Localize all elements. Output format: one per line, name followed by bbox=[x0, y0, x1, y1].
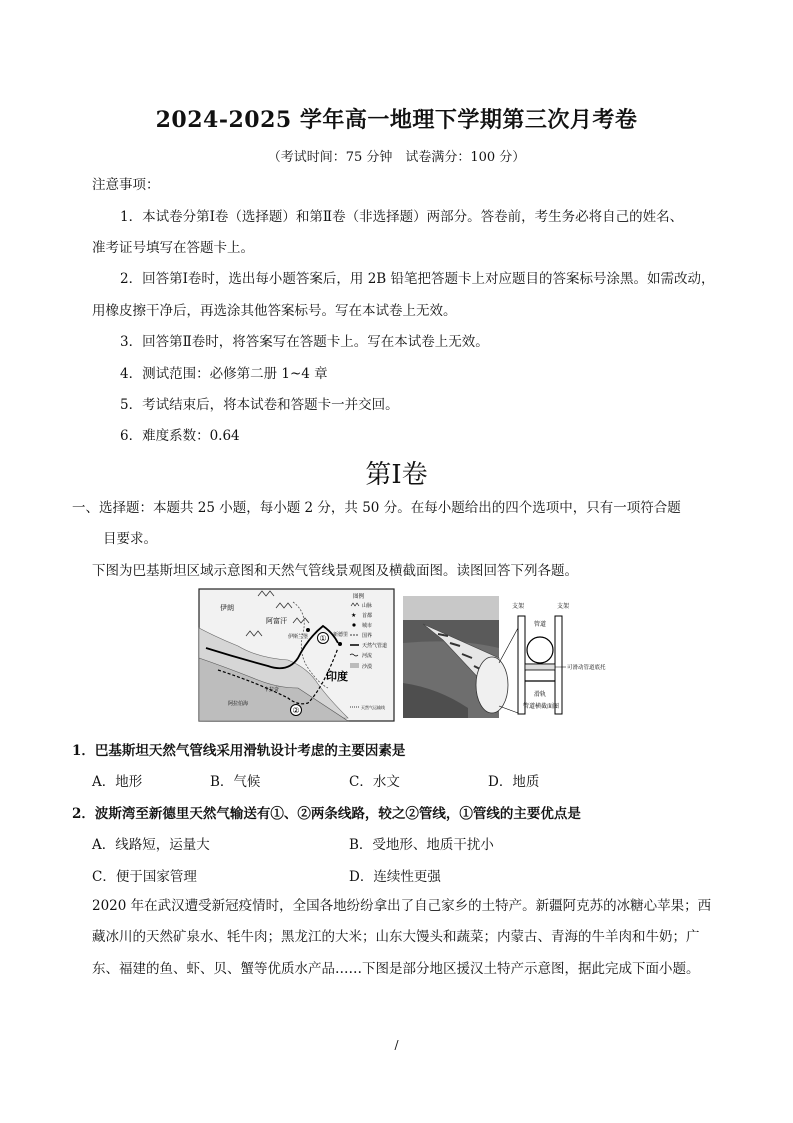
label-india: 印度 bbox=[326, 670, 348, 683]
pipeline-cross-section-diagram bbox=[499, 602, 606, 714]
part1-heading-line2: 目要求。 bbox=[103, 531, 157, 547]
notes-heading: 注意事项： bbox=[92, 177, 160, 193]
q1-option-d: D．地质 bbox=[488, 774, 540, 790]
note-item-1-line1: 1．本试卷分第Ⅰ卷（选择题）和第Ⅱ卷（非选择题）两部分。答卷前，考生务必将自己的姓名、 bbox=[120, 209, 684, 225]
svg-text:★: ★ bbox=[351, 612, 357, 619]
figure-intro: 下图为巴基斯坦区域示意图和天然气管线景观图及横截面图。读图回答下列各题。 bbox=[92, 563, 578, 579]
svg-text:天然气管道: 天然气管道 bbox=[362, 643, 388, 649]
pakistan-region-map bbox=[199, 589, 394, 721]
label-afghanistan: 阿富汗 bbox=[266, 617, 287, 625]
note-item-6: 6．难度系数：0.64 bbox=[120, 428, 240, 444]
pakistan-pipeline-figure bbox=[198, 588, 618, 723]
svg-text:滑轨: 滑轨 bbox=[534, 691, 547, 698]
note-item-3: 3．回答第Ⅱ卷时，将答案写在答题卡上。写在本试卷上无效。 bbox=[120, 334, 489, 350]
svg-text:可滑动管道底托: 可滑动管道底托 bbox=[567, 665, 606, 671]
exam-subtitle: （考试时间：75 分钟 试卷满分：100 分） bbox=[267, 150, 526, 165]
q2-option-d: D．连续性更强 bbox=[349, 869, 441, 885]
svg-text:支架: 支架 bbox=[557, 603, 570, 610]
q2-option-c: C．便于国家管理 bbox=[92, 869, 197, 885]
marker-1: ① bbox=[319, 634, 327, 643]
pipeline-landscape-photo bbox=[403, 596, 508, 718]
svg-text:河流: 河流 bbox=[362, 653, 373, 659]
q1-option-b: B．气候 bbox=[210, 774, 261, 790]
question-2-stem: 2．波斯湾至新德里天然气输送有①、②两条线路，较之②管线，①管线的主要优点是 bbox=[72, 806, 581, 822]
exam-title: 2024-2025 学年高一地理下学期第三次月考卷 bbox=[155, 107, 638, 133]
passage-line-2: 藏冰川的天然矿泉水、牦牛肉；黑龙江的大米；山东大馒头和蔬菜；内蒙古、青海的牛羊肉和牛奶；广 bbox=[92, 929, 700, 945]
question-1-stem: 1．巴基斯坦天然气管线采用滑轨设计考虑的主要因素是 bbox=[72, 743, 406, 759]
note-item-1-line2: 准考证号填写在答题卡上。 bbox=[92, 240, 254, 256]
label-iran: 伊朗 bbox=[220, 604, 234, 612]
svg-text:管道: 管道 bbox=[534, 621, 547, 628]
svg-text:首都: 首都 bbox=[362, 613, 373, 619]
q1-option-a: A．地形 bbox=[92, 774, 143, 790]
note-item-5: 5．考试结束后，将本试卷和答题卡一并交回。 bbox=[120, 397, 399, 413]
label-arabian-sea: 阿拉伯海 bbox=[228, 701, 249, 707]
note-item-4: 4．测试范围：必修第二册 1~4 章 bbox=[120, 366, 328, 382]
passage-line-3: 东、福建的鱼、虾、贝、蟹等优质水产品……下图是部分地区援汉土特产示意图，据此完成下面小题。 bbox=[92, 961, 700, 977]
marker-2: ② bbox=[292, 706, 300, 715]
q2-option-b: B．受地形、地质干扰小 bbox=[349, 837, 494, 853]
svg-text:管道横截面图: 管道横截面图 bbox=[523, 703, 560, 710]
q2-option-a: A．线路短，运量大 bbox=[92, 837, 210, 853]
label-islamabad: 伊斯兰堡 bbox=[288, 634, 309, 640]
label-karachi: 卡拉奇 bbox=[264, 687, 280, 693]
part1-heading-line1: 一、选择题：本题共 25 小题，每小题 2 分，共 50 分。在每小题给出的四个选项中，只有一项符合题 bbox=[72, 500, 681, 516]
svg-text:图例: 图例 bbox=[353, 594, 365, 600]
passage-line-1: 2020 年在武汉遭受新冠疫情时，全国各地纷纷拿出了自己家乡的土特产。新疆阿克苏的冰糖心苹果；西 bbox=[92, 898, 712, 914]
svg-text:山脉: 山脉 bbox=[362, 603, 373, 609]
svg-text:天然气运输线: 天然气运输线 bbox=[361, 705, 385, 710]
svg-text:支架: 支架 bbox=[512, 603, 525, 610]
q1-option-c: C．水文 bbox=[349, 774, 400, 790]
svg-text:国界: 国界 bbox=[362, 633, 373, 639]
label-new-delhi: 新德里 bbox=[333, 632, 349, 638]
note-item-2-line2: 用橡皮擦干净后，再选涂其他答案标号。写在本试卷上无效。 bbox=[92, 303, 457, 319]
svg-text:沙漠: 沙漠 bbox=[362, 664, 373, 670]
svg-text:城市: 城市 bbox=[362, 623, 373, 629]
note-item-2-line1: 2．回答第Ⅰ卷时，选出每小题答案后，用 2B 铅笔把答题卡上对应题目的答案标号涂黑。如需改动， bbox=[120, 271, 715, 287]
section-title: 第Ⅰ卷 bbox=[365, 460, 428, 490]
page-number: / bbox=[394, 1038, 399, 1052]
